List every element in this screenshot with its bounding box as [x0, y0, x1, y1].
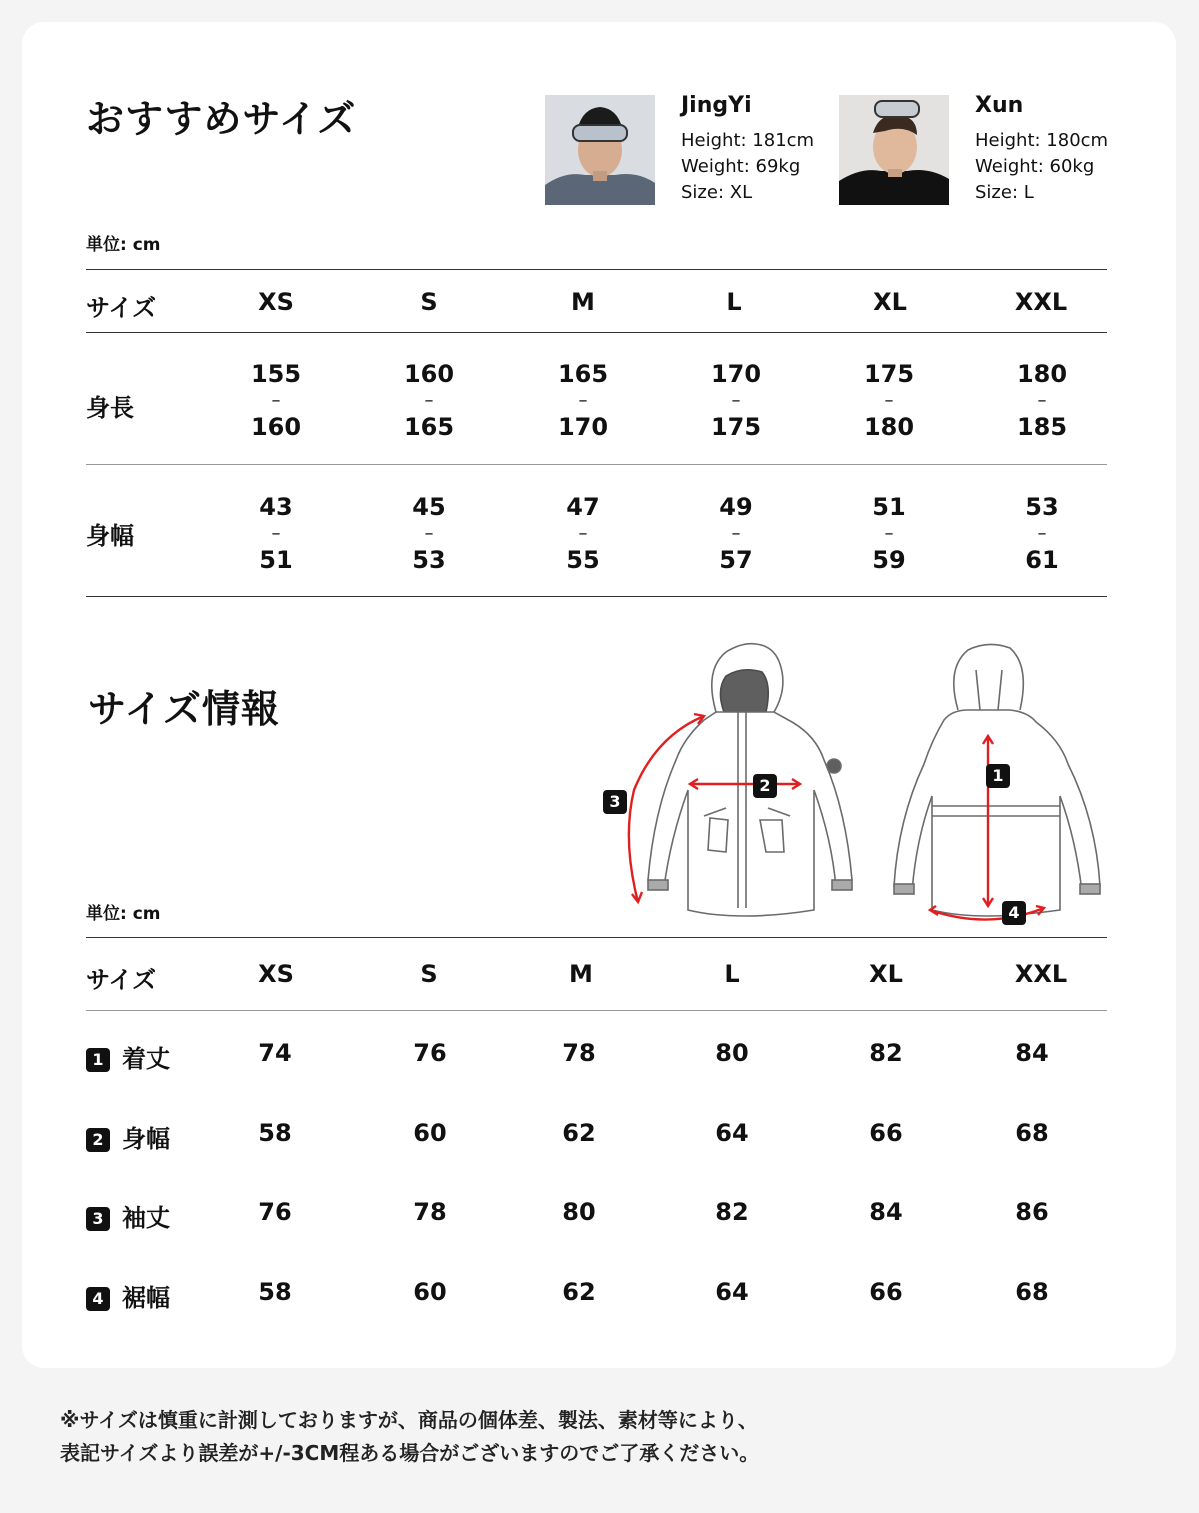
header-label: サイズ	[86, 966, 157, 994]
header-size: XS	[258, 288, 294, 316]
value-cell: 58	[258, 1119, 292, 1147]
model-height: Height: 181cm	[681, 130, 815, 151]
row-label: 3 袖丈	[86, 1198, 170, 1233]
diagram-badge-4: 4	[1002, 901, 1026, 925]
recommend-unit: 単位: cm	[86, 235, 161, 255]
value-cell: 58	[258, 1278, 292, 1306]
value-cell: 78	[413, 1198, 447, 1226]
value-cell: 62	[562, 1119, 596, 1147]
range-cell: 165 – 170	[557, 360, 609, 441]
value-cell: 68	[1015, 1119, 1049, 1147]
value-cell: 68	[1015, 1278, 1049, 1306]
range-cell: 53 – 61	[1025, 493, 1059, 574]
diagram-badge-2: 2	[753, 774, 777, 798]
value-cell: 82	[869, 1039, 903, 1067]
value-cell: 60	[413, 1119, 447, 1147]
header-size: XL	[873, 288, 907, 316]
range-cell: 45 – 53	[412, 493, 446, 574]
header-size: S	[420, 960, 438, 988]
table-rule	[86, 332, 1107, 333]
header-size: S	[420, 288, 438, 316]
number-badge: 4	[86, 1287, 110, 1311]
range-cell: 47 – 55	[566, 493, 600, 574]
jacket-diagram	[596, 640, 1116, 930]
footnote-line: 表記サイズより誤差が+/-3CM程ある場合がございますのでご了承ください。	[60, 1441, 760, 1465]
range-cell: 160 – 165	[403, 360, 455, 441]
footnote	[60, 1404, 759, 1470]
diagram-badge-1: 1	[986, 764, 1010, 788]
range-cell: 51 – 59	[872, 493, 906, 574]
row-label: 2 身幅	[86, 1119, 170, 1154]
header-label: サイズ	[86, 294, 157, 322]
model-name: JingYi	[681, 93, 752, 118]
value-cell: 82	[715, 1198, 749, 1226]
model-size: Size: XL	[681, 182, 753, 203]
row-label: 4 裾幅	[86, 1278, 170, 1313]
row-label: 身幅	[86, 522, 134, 550]
model-photo	[839, 95, 949, 205]
header-size: M	[571, 288, 595, 316]
header-size: L	[726, 288, 742, 316]
value-cell: 84	[869, 1198, 903, 1226]
header-size: XS	[258, 960, 294, 988]
header-size: XL	[869, 960, 903, 988]
diagram-badge-3: 3	[603, 790, 627, 814]
model-jingyi	[545, 95, 814, 206]
table-rule	[86, 269, 1107, 270]
value-cell: 80	[562, 1198, 596, 1226]
value-cell: 66	[869, 1278, 903, 1306]
value-cell: 66	[869, 1119, 903, 1147]
value-cell: 62	[562, 1278, 596, 1306]
number-badge: 1	[86, 1048, 110, 1072]
model-photo	[545, 95, 655, 205]
model-size: Size: L	[975, 182, 1034, 203]
model-name: Xun	[975, 93, 1024, 118]
range-cell: 43 – 51	[259, 493, 293, 574]
number-badge: 2	[86, 1128, 110, 1152]
range-cell: 170 – 175	[710, 360, 762, 441]
header-size: L	[724, 960, 740, 988]
value-cell: 80	[715, 1039, 749, 1067]
range-cell: 175 – 180	[863, 360, 915, 441]
value-cell: 74	[258, 1039, 292, 1067]
header-size: XXL	[1014, 960, 1068, 988]
model-weight: Weight: 69kg	[681, 156, 801, 177]
table-rule	[86, 596, 1107, 597]
range-cell: 155 – 160	[250, 360, 302, 441]
value-cell: 76	[413, 1039, 447, 1067]
model-xun	[839, 95, 1108, 206]
recommend-title: おすすめサイズ	[86, 97, 357, 141]
size-info-title: サイズ情報	[88, 687, 280, 731]
size-info-unit: 単位: cm	[86, 904, 161, 924]
value-cell: 64	[715, 1119, 749, 1147]
value-cell: 78	[562, 1039, 596, 1067]
header-size: XXL	[1014, 288, 1068, 316]
range-cell: 49 – 57	[719, 493, 753, 574]
model-weight: Weight: 60kg	[975, 156, 1095, 177]
value-cell: 64	[715, 1278, 749, 1306]
value-cell: 86	[1015, 1198, 1049, 1226]
range-cell: 180 – 185	[1016, 360, 1068, 441]
value-cell: 84	[1015, 1039, 1049, 1067]
row-label: 身長	[86, 394, 134, 422]
number-badge: 3	[86, 1207, 110, 1231]
header-size: M	[569, 960, 593, 988]
value-cell: 76	[258, 1198, 292, 1226]
value-cell: 60	[413, 1278, 447, 1306]
table-rule	[86, 937, 1107, 938]
row-label: 1 着丈	[86, 1039, 170, 1074]
model-height: Height: 180cm	[975, 130, 1109, 151]
footnote-line: ※サイズは慎重に計測しておりますが、商品の個体差、製法、素材等により、	[60, 1408, 758, 1432]
table-rule	[86, 464, 1107, 465]
table-rule	[86, 1010, 1107, 1011]
